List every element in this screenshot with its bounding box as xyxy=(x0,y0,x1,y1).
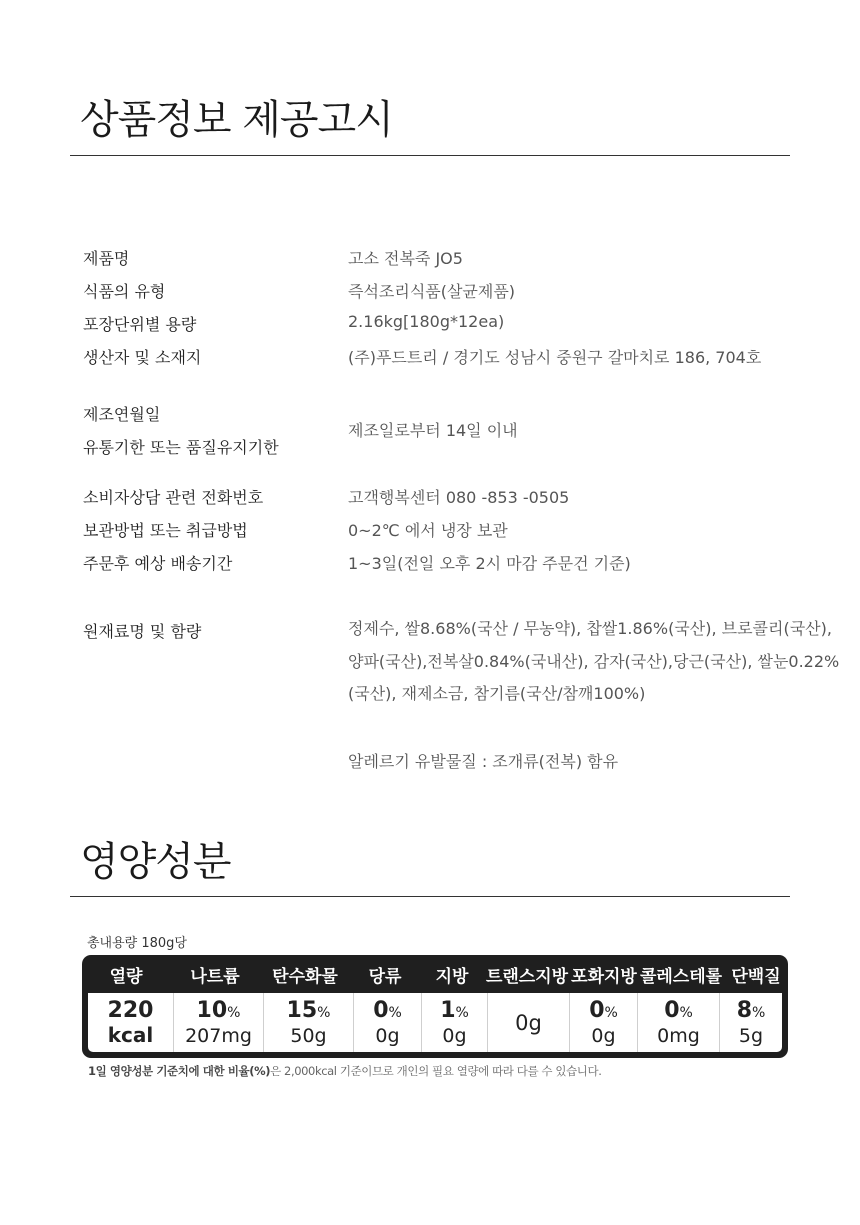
label-ingredients: 원재료명 및 함량 xyxy=(83,622,202,641)
cell-protein xyxy=(720,993,782,1052)
footnote-rest: 은 2,000kcal 기준이므로 개인의 필요 열량에 따라 다를 수 있습니다. xyxy=(270,1064,602,1078)
label-delivery: 주문후 예상 배송기간 xyxy=(83,554,233,573)
percent-sign: % xyxy=(317,1004,331,1021)
header-calories: 열량 xyxy=(109,966,143,987)
nutrition-footnote xyxy=(88,1063,602,1079)
cell-sodium xyxy=(174,993,264,1052)
cell-fat xyxy=(422,993,488,1052)
saturated-fat-percent: 0 xyxy=(589,997,605,1023)
percent-sign: % xyxy=(388,1004,402,1021)
label-food-type: 식품의 유형 xyxy=(83,282,166,301)
value-ingredients xyxy=(348,613,840,711)
ingredients-line: (국산), 재제소금, 참기름(국산/참깨100%) xyxy=(348,684,646,703)
header-trans-fat: 트랜스지방 xyxy=(485,966,569,987)
label-manufacturer: 생산자 및 소재지 xyxy=(83,348,202,367)
cell-sugars xyxy=(354,993,422,1052)
ingredients-line: 정제수, 쌀8.68%(국산 / 무농약), 찹쌀1.86%(국산), 브로콜리(국산), xyxy=(348,619,832,638)
header-carbohydrate: 탄수화물 xyxy=(272,966,338,987)
value-consumer-phone: 고객행복센터 080 -853 -0505 xyxy=(348,488,570,507)
label-manufacture-date: 제조연월일 xyxy=(83,405,161,424)
cell-cholesterol xyxy=(638,993,720,1052)
product-info-divider xyxy=(70,155,790,156)
percent-sign: % xyxy=(455,1004,469,1021)
trans-fat-amount: 0g xyxy=(515,1010,542,1035)
fat-percent: 1 xyxy=(440,997,456,1023)
protein-amount: 5g xyxy=(738,1024,764,1047)
label-package-capacity: 포장단위별 용량 xyxy=(83,315,197,334)
header-sodium: 나트륨 xyxy=(190,966,240,987)
label-storage: 보관방법 또는 취급방법 xyxy=(83,521,248,540)
value-manufacturer: (주)푸드트리 / 경기도 성남시 중원구 갈마치로 186, 704호 xyxy=(348,348,762,367)
percent-sign: % xyxy=(227,1004,241,1021)
per-serving-label: 총내용량 180g당 xyxy=(87,936,187,951)
value-food-type: 즉석조리식품(살균제품) xyxy=(348,282,516,301)
percent-sign: % xyxy=(752,1004,766,1021)
label-expiry: 유통기한 또는 품질유지기한 xyxy=(83,438,279,457)
sodium-amount: 207mg xyxy=(185,1024,252,1047)
calories-value: 220 xyxy=(107,997,154,1023)
product-info-title: 상품정보 제공고시 xyxy=(80,97,393,143)
footnote-bold: 1일 영양성분 기준치에 대한 비율(%) xyxy=(88,1064,271,1078)
cholesterol-percent: 0 xyxy=(664,997,680,1023)
header-cholesterol: 콜레스테롤 xyxy=(639,966,723,987)
fat-amount: 0g xyxy=(442,1024,467,1047)
protein-percent: 8 xyxy=(736,997,752,1023)
carbohydrate-amount: 50g xyxy=(290,1024,327,1047)
cell-calories xyxy=(88,993,174,1052)
nutrition-title: 영양성분 xyxy=(80,839,231,885)
value-storage: 0~2℃ 에서 냉장 보관 xyxy=(348,521,508,540)
label-product-name: 제품명 xyxy=(83,249,130,268)
calories-unit: kcal xyxy=(107,1022,154,1047)
sugars-amount: 0g xyxy=(375,1024,400,1047)
percent-sign: % xyxy=(679,1004,693,1021)
header-fat: 지방 xyxy=(435,966,469,987)
header-saturated-fat: 포화지방 xyxy=(571,966,637,987)
nutrition-header-row xyxy=(82,955,788,993)
cell-saturated-fat xyxy=(570,993,638,1052)
cholesterol-amount: 0mg xyxy=(657,1024,700,1047)
value-product-name: 고소 전복죽 JO5 xyxy=(348,249,463,268)
saturated-fat-amount: 0g xyxy=(591,1024,616,1047)
nutrition-values-row xyxy=(88,993,782,1052)
nutrition-table xyxy=(82,955,788,1058)
nutrition-divider xyxy=(70,896,790,897)
label-consumer-phone: 소비자상담 관련 전화번호 xyxy=(83,488,264,507)
sugars-percent: 0 xyxy=(373,997,389,1023)
percent-sign: % xyxy=(604,1004,618,1021)
cell-carbohydrate xyxy=(264,993,354,1052)
carbohydrate-percent: 15 xyxy=(286,997,318,1023)
value-delivery: 1~3일(전일 오후 2시 마감 주문건 기준) xyxy=(348,554,631,573)
value-expiry: 제조일로부터 14일 이내 xyxy=(348,421,518,440)
cell-trans-fat xyxy=(488,993,570,1052)
sodium-percent: 10 xyxy=(196,997,228,1023)
ingredients-line: 양파(국산),전복살0.84%(국내산), 감자(국산),당근(국산), 쌀눈0.22% xyxy=(348,651,840,671)
header-sugars: 당류 xyxy=(368,966,402,987)
value-package-capacity: 2.16kg[180g*12ea) xyxy=(348,312,505,331)
header-protein: 단백질 xyxy=(731,966,781,987)
value-allergy: 알레르기 유발물질 : 조개류(전복) 함유 xyxy=(348,752,619,771)
